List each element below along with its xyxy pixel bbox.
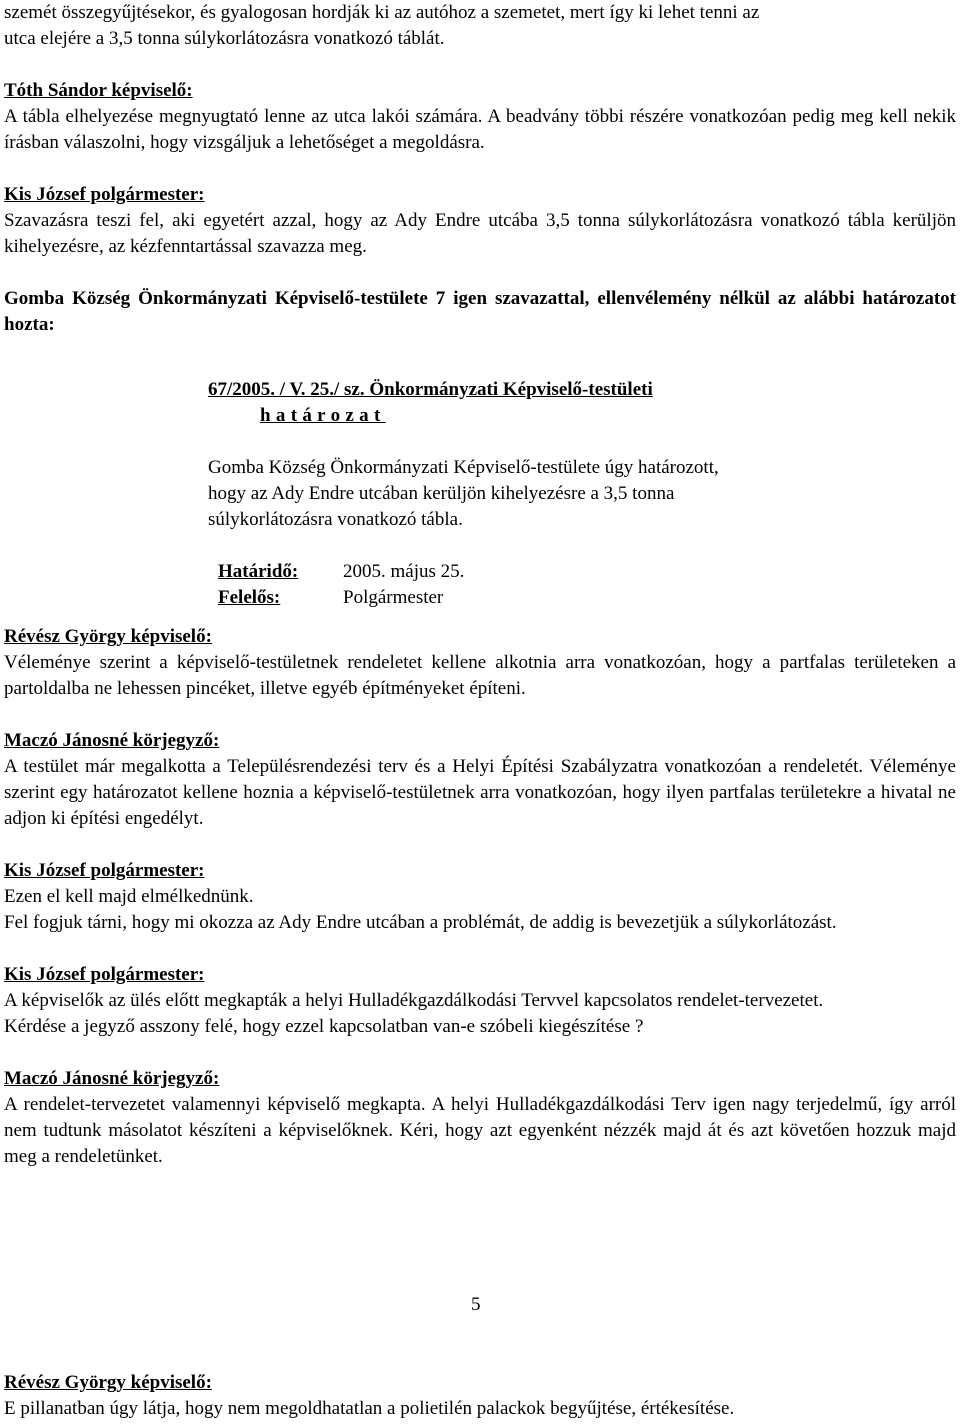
speaker-block	[4, 624, 956, 702]
speaker-name: Révész György képviselő:	[4, 1372, 212, 1393]
speaker-text: Szavazásra teszi fel, aki egyetért azzal, hogy az Ady Endre utcába 3,5 tonna súlykorlátozásra vonatkozó tábla kerüljön kihelyezésre, az kézfenntartással szavazza meg.	[4, 210, 956, 257]
speaker-block	[4, 1066, 956, 1170]
speaker-text: E pillanatban úgy látja, hogy nem megoldhatatlan a polietilén palackok begyűjtése, értékesítése.	[4, 1398, 735, 1419]
responsible-row	[218, 585, 768, 611]
text-line: utca elejére a 3,5 tonna súlykorlátozásra vonatkozó táblát.	[4, 28, 445, 49]
speaker-text: A testület már megalkotta a Településrendezési terv és a Helyi Építési Szabályzatra vonatkozóan a rendeletét. Véleménye szerint egy határozatot kellene hoznia a képviselő-testületnek arra vonatkozóan, hogy ilyen partfalas területekre a hivatal ne adjon ki építési engedélyt.	[4, 756, 956, 829]
speaker-text: A képviselők az ülés előtt megkapták a helyi Hulladékgazdálkodási Tervvel kapcsolatos rendelet-tervezetet.	[4, 990, 824, 1011]
speaker-block	[4, 858, 956, 936]
responsible-label: Felelős:	[218, 587, 281, 608]
speaker-text: Kérdése a jegyző asszony felé, hogy ezzel kapcsolatban van-e szóbeli kiegészítése ?	[4, 1016, 644, 1037]
document-page	[4, 0, 956, 1170]
resolution-title: 67/2005. / V. 25./ sz. Önkormányzati Képviselő-testületi	[208, 379, 653, 400]
speaker-text: A rendelet-tervezetet valamennyi képviselő megkapta. A helyi Hulladékgazdálkodási Terv igen nagy terjedelmű, így arról nem tudtunk másolatot készíteni a képviselőknek. Kéri, hogy azt egyenként nézzék majd át és azt követően hozzuk majd meg a rendeletünket.	[4, 1094, 956, 1167]
speaker-name: Maczó Jánosné körjegyző:	[4, 1068, 220, 1089]
resolution-meta	[218, 559, 768, 611]
speaker-name: Kis József polgármester:	[4, 860, 205, 881]
speaker-name: Tóth Sándor képviselő:	[4, 80, 193, 101]
resolution-block	[208, 377, 768, 611]
deadline-value: 2005. május 25.	[343, 561, 465, 582]
speaker-text: Ezen el kell majd elmélkednünk.	[4, 886, 254, 907]
speaker-block	[4, 728, 956, 832]
speaker-name: Kis József polgármester:	[4, 184, 205, 205]
speaker-block	[4, 1370, 956, 1422]
speaker-name: Kis József polgármester:	[4, 964, 205, 985]
paragraph-continued	[4, 0, 956, 52]
deadline-label: Határidő:	[218, 561, 299, 582]
resolution-body: Gomba Község Önkormányzati Képviselő-testülete úgy határozott, hogy az Ady Endre utcában kerüljön kihelyezésre a 3,5 tonna súlykorlátozásra vonatkozó tábla.	[208, 457, 719, 530]
resolution-heading: határozat	[260, 405, 386, 426]
responsible-value: Polgármester	[343, 587, 444, 608]
deadline-row	[218, 559, 768, 585]
speaker-text: Véleménye szerint a képviselő-testületnek rendeletet kellene alkotnia arra vonatkozóan, hogy a partfalas területeken a partoldalba ne lehessen pincéket, illetve egyéb építményeket építeni.	[4, 652, 956, 699]
page-number: 5	[471, 1294, 481, 1315]
speaker-name: Révész György képviselő:	[4, 626, 212, 647]
vote-result: Gomba Község Önkormányzati Képviselő-testülete 7 igen szavazattal, ellenvélemény nélkül az alábbi határozatot hozta:	[4, 288, 956, 335]
text-line: szemét összegyűjtésekor, és gyalogosan hordják ki az autóhoz a szemetet, mert így ki lehet tenni az	[4, 2, 760, 23]
speaker-text: A tábla elhelyezése megnyugtató lenne az utca lakói számára. A beadvány többi részére vonatkozóan pedig meg kell nekik írásban válaszolni, hogy vizsgáljuk a lehetőséget a megoldásra.	[4, 106, 956, 153]
speaker-name: Maczó Jánosné körjegyző:	[4, 730, 220, 751]
speaker-text: Fel fogjuk tárni, hogy mi okozza az Ady Endre utcában a problémát, de addig is bevezetjük a súlykorlátozást.	[4, 912, 837, 933]
speaker-block	[4, 182, 956, 260]
speaker-block	[4, 962, 956, 1040]
speaker-block	[4, 78, 956, 156]
